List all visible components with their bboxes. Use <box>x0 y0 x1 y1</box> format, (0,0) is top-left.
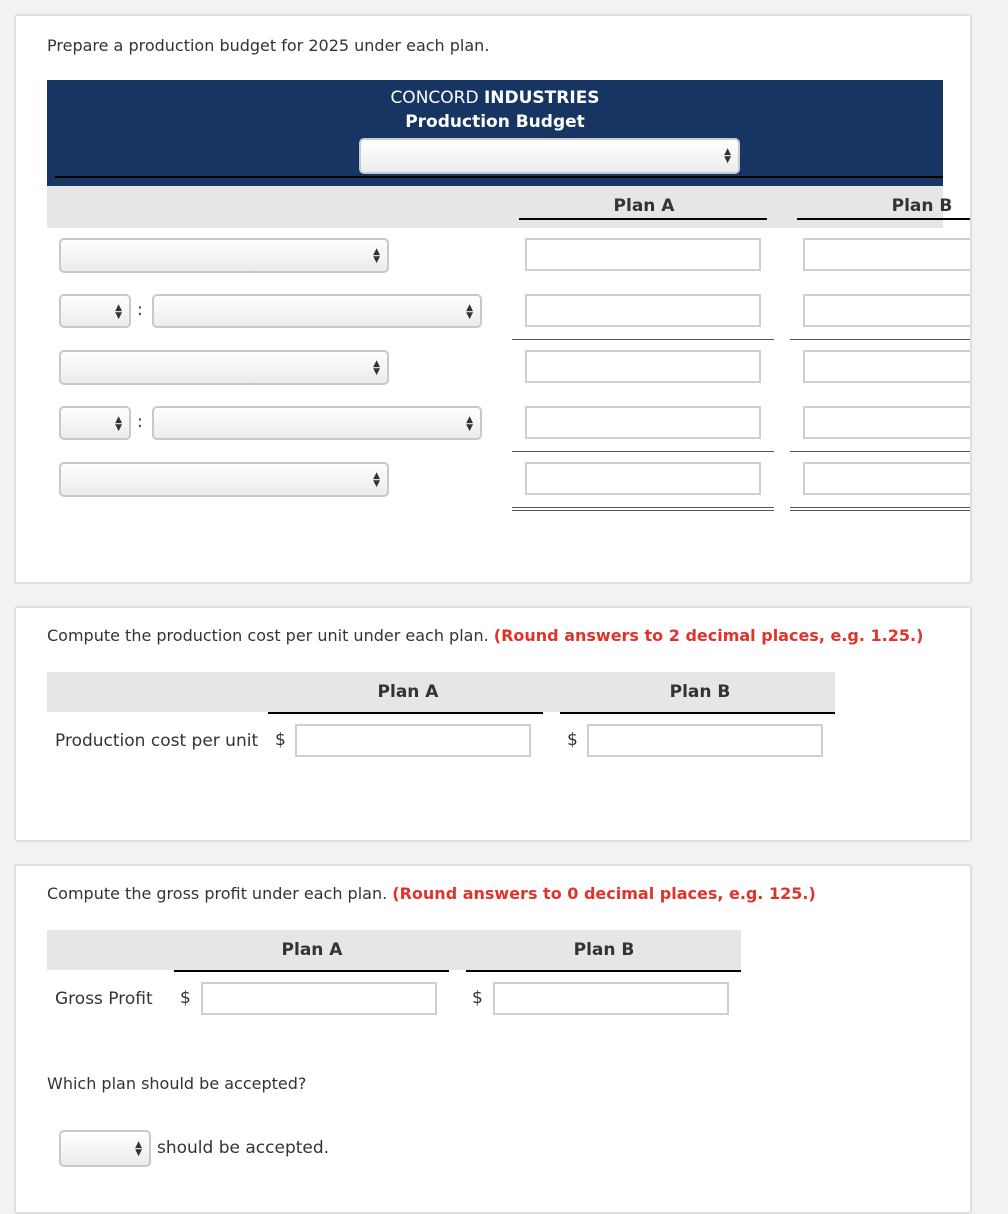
profit-plan-a-currency: $ <box>180 988 191 1008</box>
up-down-arrows-icon: ▲ ▼ <box>115 415 122 433</box>
budget-header-band <box>47 80 943 186</box>
up-down-arrows-icon: ▲ ▼ <box>466 415 473 433</box>
plan-a-total-double-rule <box>512 507 774 511</box>
budget-row-1-plan-b-input[interactable] <box>803 238 972 271</box>
plan-a-subtotal-rule <box>512 339 774 340</box>
plan-b-header-rule <box>797 218 972 220</box>
budget-row-1-select[interactable] <box>59 238 389 273</box>
header-rule <box>55 176 943 178</box>
company-name-regular: CONCORD <box>390 88 479 108</box>
cost-column-header-plan-a: Plan A <box>377 682 439 702</box>
cost-per-unit-round-note: (Round answers to 2 decimal places, e.g. 1.25.) <box>493 626 924 645</box>
up-down-arrows-icon: ▲ ▼ <box>373 247 380 265</box>
cost-plan-b-header-rule <box>560 712 835 714</box>
up-down-arrows-icon: ▲ ▼ <box>135 1140 142 1158</box>
cost-per-unit-prompt <box>47 626 923 645</box>
budget-prompt: Prepare a production budget for 2025 under each plan. <box>47 36 490 55</box>
cost-per-unit-plan-a-input[interactable] <box>295 724 531 757</box>
column-header-plan-a: Plan A <box>613 196 675 216</box>
gross-profit-plan-a-input[interactable] <box>201 982 437 1015</box>
plan-b-subtotal-rule <box>790 451 972 452</box>
gross-profit-plan-b-input[interactable] <box>493 982 729 1015</box>
cost-per-unit-plan-b-input[interactable] <box>587 724 823 757</box>
budget-row-3-select[interactable] <box>59 350 389 385</box>
gross-profit-prompt <box>47 884 816 903</box>
cost-per-unit-card <box>14 606 972 842</box>
budget-row-2-plan-b-input[interactable] <box>803 294 972 327</box>
accepted-plan-select[interactable] <box>59 1130 151 1167</box>
gross-profit-card <box>14 864 972 1214</box>
up-down-arrows-icon: ▲ ▼ <box>373 359 380 377</box>
budget-row-4-plan-b-input[interactable] <box>803 406 972 439</box>
budget-row-4-item-select[interactable] <box>152 406 482 440</box>
production-budget-card <box>14 14 972 584</box>
plan-a-header-rule <box>519 218 767 220</box>
company-name <box>47 88 943 108</box>
budget-row-4-operator-select[interactable] <box>59 406 131 440</box>
budget-row-2-plan-a-input[interactable] <box>525 294 761 327</box>
profit-plan-a-header-rule <box>174 970 449 972</box>
budget-row-1-plan-a-input[interactable] <box>525 238 761 271</box>
budget-row-2-operator-select[interactable] <box>59 294 131 328</box>
budget-row-5-plan-a-input[interactable] <box>525 462 761 495</box>
company-name-bold: INDUSTRIES <box>483 88 600 108</box>
budget-title: Production Budget <box>405 112 585 132</box>
budget-row-5-select[interactable] <box>59 462 389 497</box>
up-down-arrows-icon: ▲ ▼ <box>373 471 380 489</box>
budget-row-2-item-select[interactable] <box>152 294 482 328</box>
profit-plan-b-currency: $ <box>472 988 483 1008</box>
production-cost-per-unit-label: Production cost per unit <box>55 731 259 751</box>
gross-profit-round-note: (Round answers to 0 decimal places, e.g. 125.) <box>392 884 816 903</box>
plan-a-subtotal-rule <box>512 451 774 452</box>
up-down-arrows-icon: ▲ ▼ <box>115 303 122 321</box>
budget-row-3-plan-a-input[interactable] <box>525 350 761 383</box>
should-be-accepted-text: should be accepted. <box>157 1138 330 1158</box>
up-down-arrows-icon: ▲ ▼ <box>466 303 473 321</box>
period-select[interactable] <box>359 138 740 174</box>
plan-b-subtotal-rule <box>790 339 972 340</box>
gross-profit-label: Gross Profit <box>55 989 153 1009</box>
plan-acceptance-question: Which plan should be accepted? <box>47 1074 307 1093</box>
gross-profit-prompt-text: Compute the gross profit under each plan. <box>47 884 388 903</box>
colon-separator: : <box>137 412 143 432</box>
profit-column-header-plan-a: Plan A <box>281 940 343 960</box>
colon-separator: : <box>137 300 143 320</box>
plan-b-total-double-rule <box>790 507 972 511</box>
budget-row-4-plan-a-input[interactable] <box>525 406 761 439</box>
profit-column-header-plan-b: Plan B <box>573 940 635 960</box>
cost-column-header-plan-b: Plan B <box>669 682 731 702</box>
column-header-plan-b: Plan B <box>891 196 953 216</box>
profit-plan-b-header-rule <box>466 970 741 972</box>
cost-per-unit-prompt-text: Compute the production cost per unit under each plan. <box>47 626 489 645</box>
budget-row-5-plan-b-input[interactable] <box>803 462 972 495</box>
up-down-arrows-icon: ▲ ▼ <box>724 147 731 165</box>
cost-plan-a-header-rule <box>268 712 543 714</box>
cost-plan-a-currency: $ <box>275 730 286 750</box>
cost-plan-b-currency: $ <box>567 730 578 750</box>
budget-row-3-plan-b-input[interactable] <box>803 350 972 383</box>
